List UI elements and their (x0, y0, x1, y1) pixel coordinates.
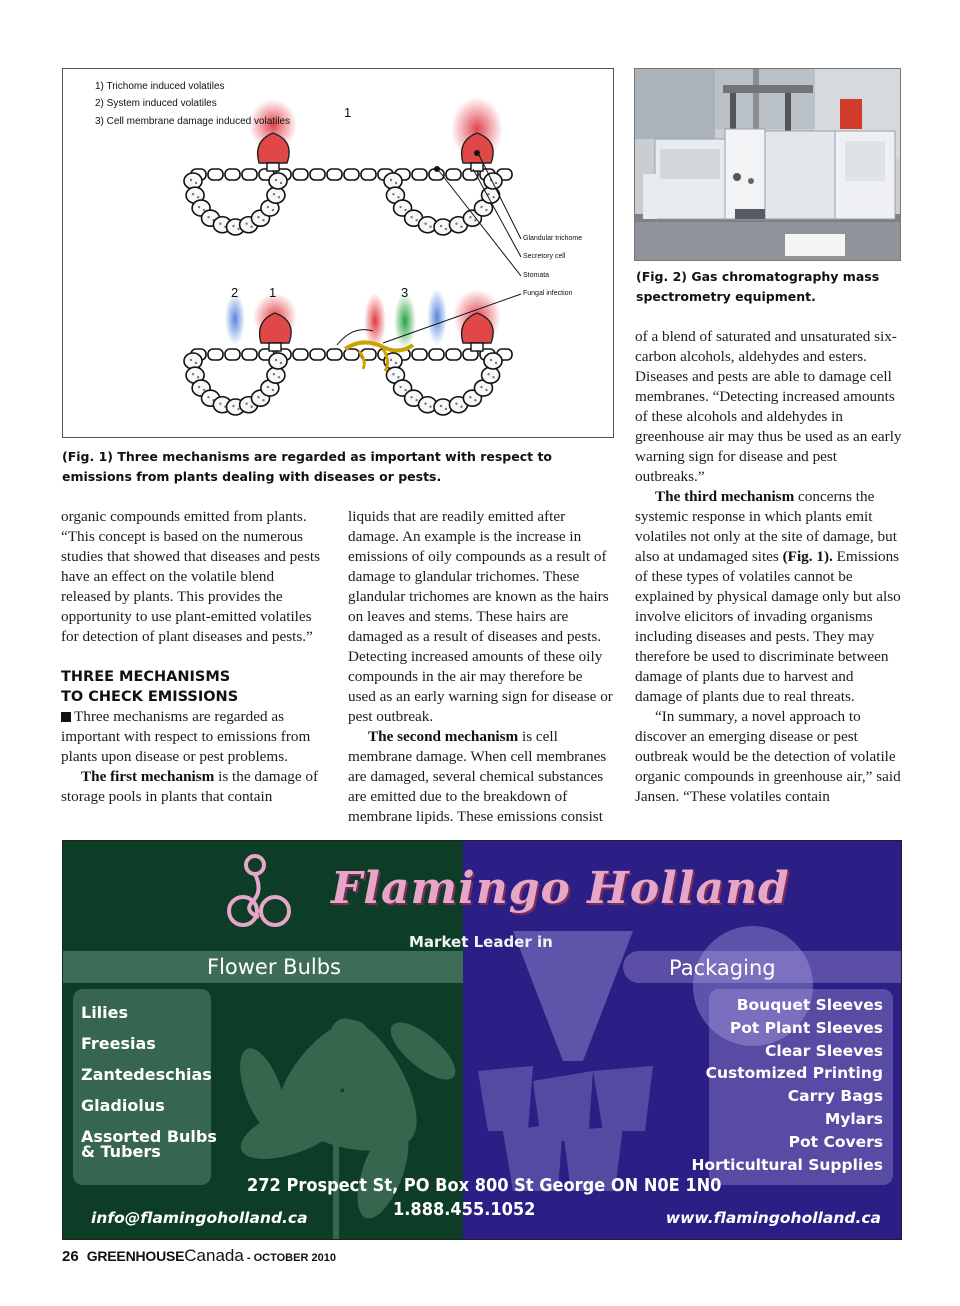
bulb-item-lilies: Lilies (81, 1003, 129, 1022)
figure-1-diagram (62, 68, 614, 438)
section-heading-line-1: THREE MECHANISMS (61, 669, 231, 685)
section-heading-line-2: TO CHECK EMISSIONS (61, 689, 239, 705)
pack-item-pot-plant-sleeves: Pot Plant Sleeves (729, 1019, 883, 1037)
pack-item-bouquet-sleeves: Bouquet Sleeves (736, 996, 883, 1014)
bulb-item-tubers: & Tubers (81, 1142, 161, 1161)
legend-item-system: 2) System induced volatiles (95, 98, 217, 109)
col1-paragraph-3 (61, 767, 327, 807)
col2-paragraph-1: liquids that are readily emitted after damage. An example is the increase in emissions of oily compounds as a result of damage to glandular trichomes. These glandular trichomes are known as the hairs on leaves and stems. These hairs are damaged as a result of diseases and pests. Detecting increased amounts of these oily compounds in the air may therefore be used as an early warning sign for disease or pest outbreak. (348, 508, 613, 725)
label-stomata: Stomata (523, 272, 550, 279)
brand-name: Flamingo Holland (331, 863, 790, 914)
third-mechanism-bold: The third mechanism (655, 488, 795, 505)
label-number-2: 2 (231, 285, 239, 300)
bulb-item-assorted: Assorted Bulbs (81, 1127, 217, 1146)
pack-item-mylars: Mylars (824, 1110, 883, 1128)
bulb-item-freesias: Freesias (81, 1034, 156, 1053)
label-number-1-top: 1 (344, 105, 352, 120)
col1-paragraph-3-text: is the damage of storage pools in plants that contain (61, 768, 319, 805)
first-mechanism-bold: The first mechanism (81, 768, 215, 785)
article-column-1 (61, 507, 327, 807)
label-secretory-cell: Secretory cell (523, 253, 566, 260)
col2-paragraph-2 (348, 727, 614, 827)
figure-2-caption: (Fig. 2) Gas chromatography mass spectrometry equipment. (636, 269, 880, 304)
market-leader-text: Market Leader in (409, 933, 553, 951)
label-number-3: 3 (401, 285, 409, 300)
second-mechanism-bold: The second mechanism (368, 728, 519, 745)
page-footer (62, 1246, 336, 1266)
col1-paragraph-1: organic compounds emitted from plants. “This concept is based on the numerous studies that showed that diseases and pests have an effect on the volatile blend released by plants. This provides the opportunity to use plant-emitted volatiles for detection of plant diseases and pests.” (61, 508, 320, 645)
figure-1-caption: (Fig. 1) Three mechanisms are regarded as important with respect to emissions from plants dealing with diseases or pests. (62, 449, 553, 484)
pack-item-pot-covers: Pot Covers (788, 1133, 883, 1151)
company-phone: 1.888.455.1052 (393, 1199, 536, 1220)
page-number: 26 (62, 1248, 79, 1265)
col3-paragraph-3: “In summary, a novel approach to discover an emerging disease or pest outbreak would be the detection of volatile organic compounds in greenhouse air,” said Jansen. “These volatiles contain (635, 708, 901, 805)
article-column-2 (348, 507, 614, 827)
company-email: info@flamingoholland.ca (91, 1209, 308, 1227)
pack-item-clear-sleeves: Clear Sleeves (764, 1042, 883, 1060)
magazine-name-bold: GREENHOUSE (86, 1248, 185, 1264)
packaging-title: Packaging (669, 956, 776, 980)
col1-paragraph-2 (61, 707, 327, 767)
legend-item-trichome: 1) Trichome induced volatiles (95, 81, 225, 92)
col3-paragraph-1: of a blend of saturated and unsaturated six-carbon alcohols, aldehydes and esters. Diseases and pests are able to damage cell membranes. “Detecting increased amounts of these alcohols and aldehydes in greenhouse air may thus be used as an early warning sign for disease and pest outbreaks.” (635, 328, 902, 485)
pack-item-horticultural-supplies: Horticultural Supplies (691, 1156, 883, 1174)
flamingo-logo-icon (229, 856, 289, 925)
square-bullet-icon (61, 712, 71, 722)
issue-date: - OCTOBER 2010 (243, 1252, 336, 1264)
label-glandular-trichome: Glandular trichome (523, 235, 583, 242)
label-fungal-infection: Fungal infection (523, 290, 573, 297)
legend-item-membrane: 3) Cell membrane damage induced volatiles (95, 116, 291, 127)
pack-item-carry-bags: Carry Bags (787, 1087, 883, 1105)
col1-paragraph-2-text: Three mechanisms are regarded as important with respect to emissions from plants upon disease or pest problems. (61, 708, 311, 765)
flamingo-holland-advertisement (62, 840, 902, 1240)
bulb-item-zantedeschias: Zantedeschias (81, 1065, 212, 1084)
article-column-3 (635, 327, 903, 807)
col3-paragraph-2-text-a: concerns the systemic response in which plants emit volatiles not only at the site of damage, but also at undamaged sites (635, 488, 897, 565)
col2-paragraph-2-text: is cell membrane damage. When cell membranes are damaged, several chemical substances are emitted due to the breakdown of membrane lipids. These emissions consist (348, 728, 607, 825)
fig1-reference: (Fig. 1). (782, 548, 833, 565)
col3-paragraph-2-text-b: Emissions of these types of volatiles cannot be explained by physical damage only but also involve elicitors of invading organisms including diseases and pests. They may therefore be used to discriminate between damage of plants due to harvest and damage of plants due to real threats. (635, 548, 901, 705)
pack-item-customized-printing: Customized Printing (705, 1064, 883, 1082)
company-address: 272 Prospect St, PO Box 800 St George ON N0E 1N0 (247, 1175, 722, 1196)
label-number-1-bottom: 1 (269, 285, 277, 300)
bulb-item-gladiolus: Gladiolus (81, 1096, 165, 1115)
company-website: www.flamingoholland.ca (665, 1209, 881, 1227)
flower-bulbs-title: Flower Bulbs (207, 955, 341, 979)
magazine-name-light: Canada (184, 1246, 244, 1265)
pot-covers-image (478, 1066, 653, 1191)
gc-ms-equipment-image (635, 69, 901, 261)
figure-2-photo (634, 68, 901, 261)
col3-paragraph-2 (635, 487, 903, 707)
